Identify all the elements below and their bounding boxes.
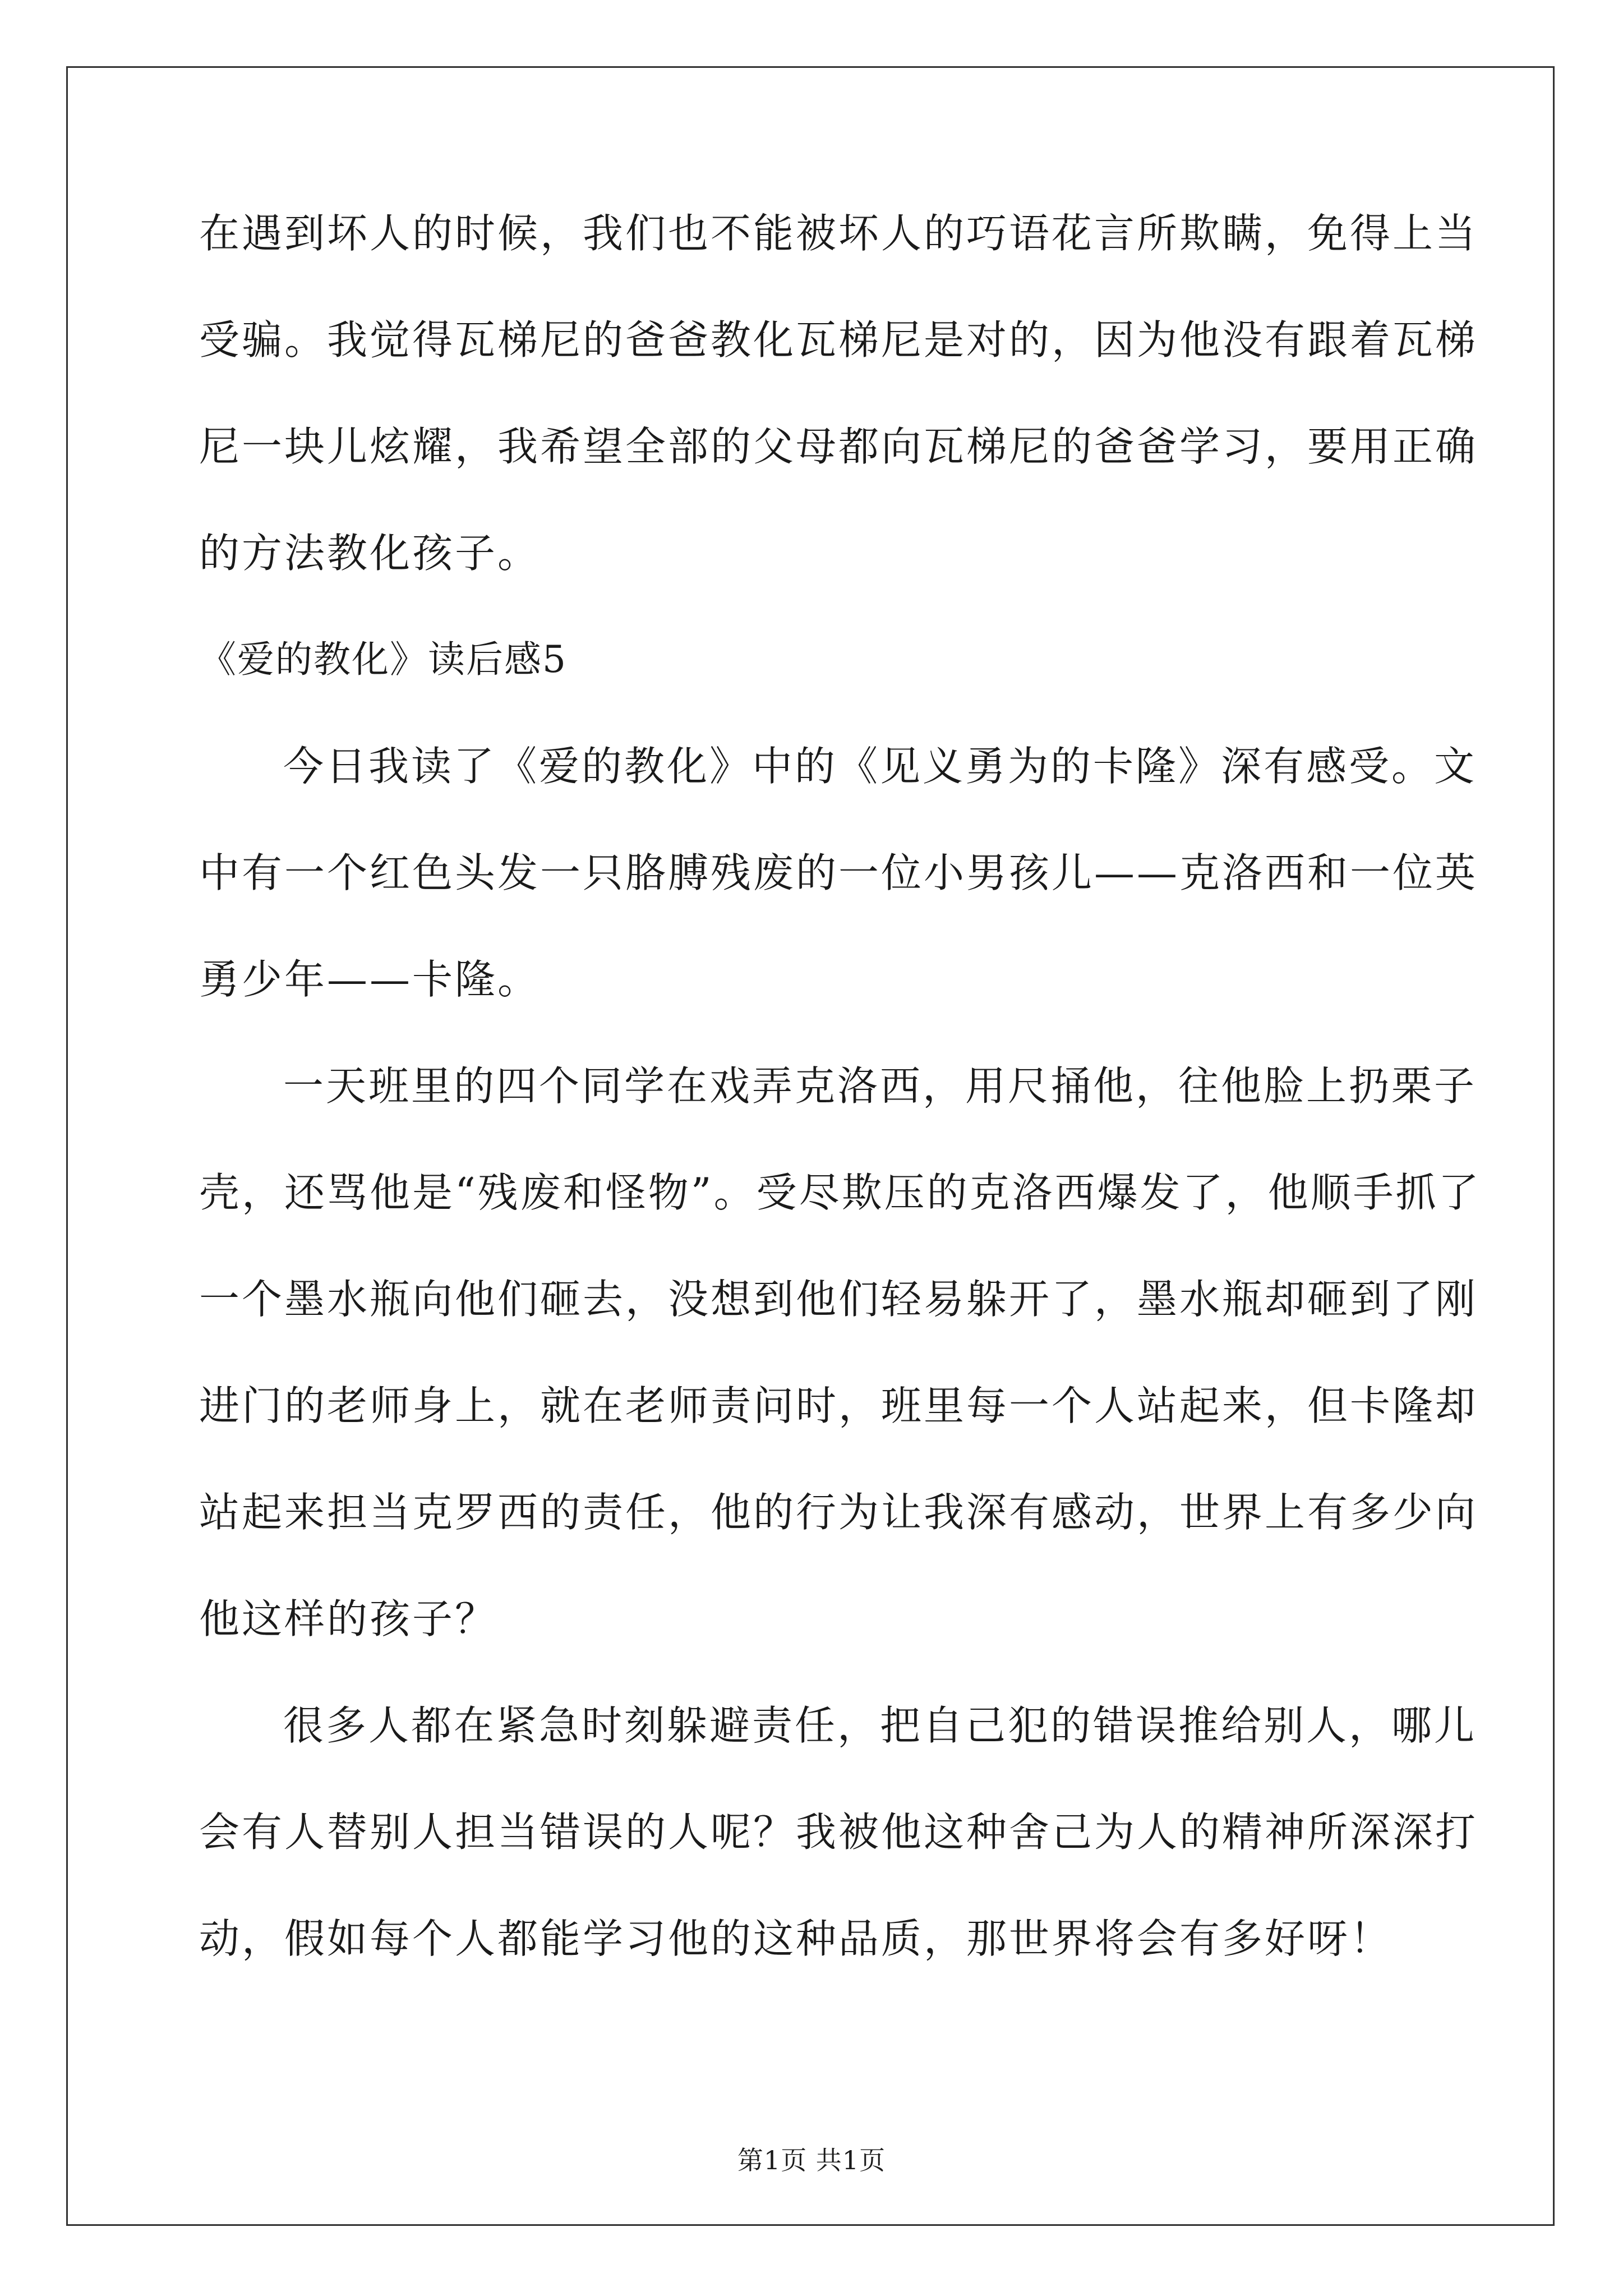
text-line: 在遇到坏人的时候，我们也不能被坏人的巧语花言所欺瞒，免得上当 xyxy=(199,210,1478,257)
paragraph-line: 壳，还骂他是“残废和怪物”。受尽欺压的克洛西爆发了，他顺手抓了 xyxy=(199,1169,1481,1216)
paragraph-line: 中有一个红色头发一只胳膊残废的一位小男孩儿——克洛西和一位英 xyxy=(199,849,1478,896)
paragraph-line: 会有人替别人担当错误的人呢？我被他这种舍己为人的精神所深深打 xyxy=(199,1809,1478,1856)
paragraph-line: 一个墨水瓶向他们砸去，没想到他们轻易躲开了，墨水瓶却砸到了刚 xyxy=(199,1276,1478,1323)
page-footer: 第1页 共1页 xyxy=(737,2145,886,2175)
document-body xyxy=(199,210,1481,2025)
paragraph-line: 很多人都在紧急时刻躲避责任，把自己犯的错误推给别人，哪儿 xyxy=(283,1702,1477,1749)
text-line: 的方法教化孩子。 xyxy=(199,530,541,577)
paragraph-line: 站起来担当克罗西的责任，他的行为让我深有感动，世界上有多少向 xyxy=(199,1489,1478,1536)
paragraph-line: 勇少年——卡隆。 xyxy=(199,956,541,1003)
paragraph-line: 一天班里的四个同学在戏弄克洛西，用尺捅他，往他脸上扔栗子 xyxy=(283,1062,1477,1110)
section-heading: 《爱的教化》读后感5 xyxy=(199,638,567,681)
paragraph-line: 他这样的孩子？ xyxy=(199,1595,498,1642)
paragraph-line: 进门的老师身上，就在老师责问时，班里每一个人站起来，但卡隆却 xyxy=(199,1382,1478,1429)
paragraph-line: 动，假如每个人都能学习他的这种品质，那世界将会有多好呀！ xyxy=(199,1915,1393,1962)
paragraph-line: 今日我读了《爱的教化》中的《见义勇为的卡隆》深有感受。文 xyxy=(283,743,1477,790)
text-line: 尼一块儿炫耀，我希望全部的父母都向瓦梯尼的爸爸学习，要用正确 xyxy=(199,423,1478,470)
text-line: 受骗。我觉得瓦梯尼的爸爸教化瓦梯尼是对的，因为他没有跟着瓦梯 xyxy=(199,316,1478,364)
